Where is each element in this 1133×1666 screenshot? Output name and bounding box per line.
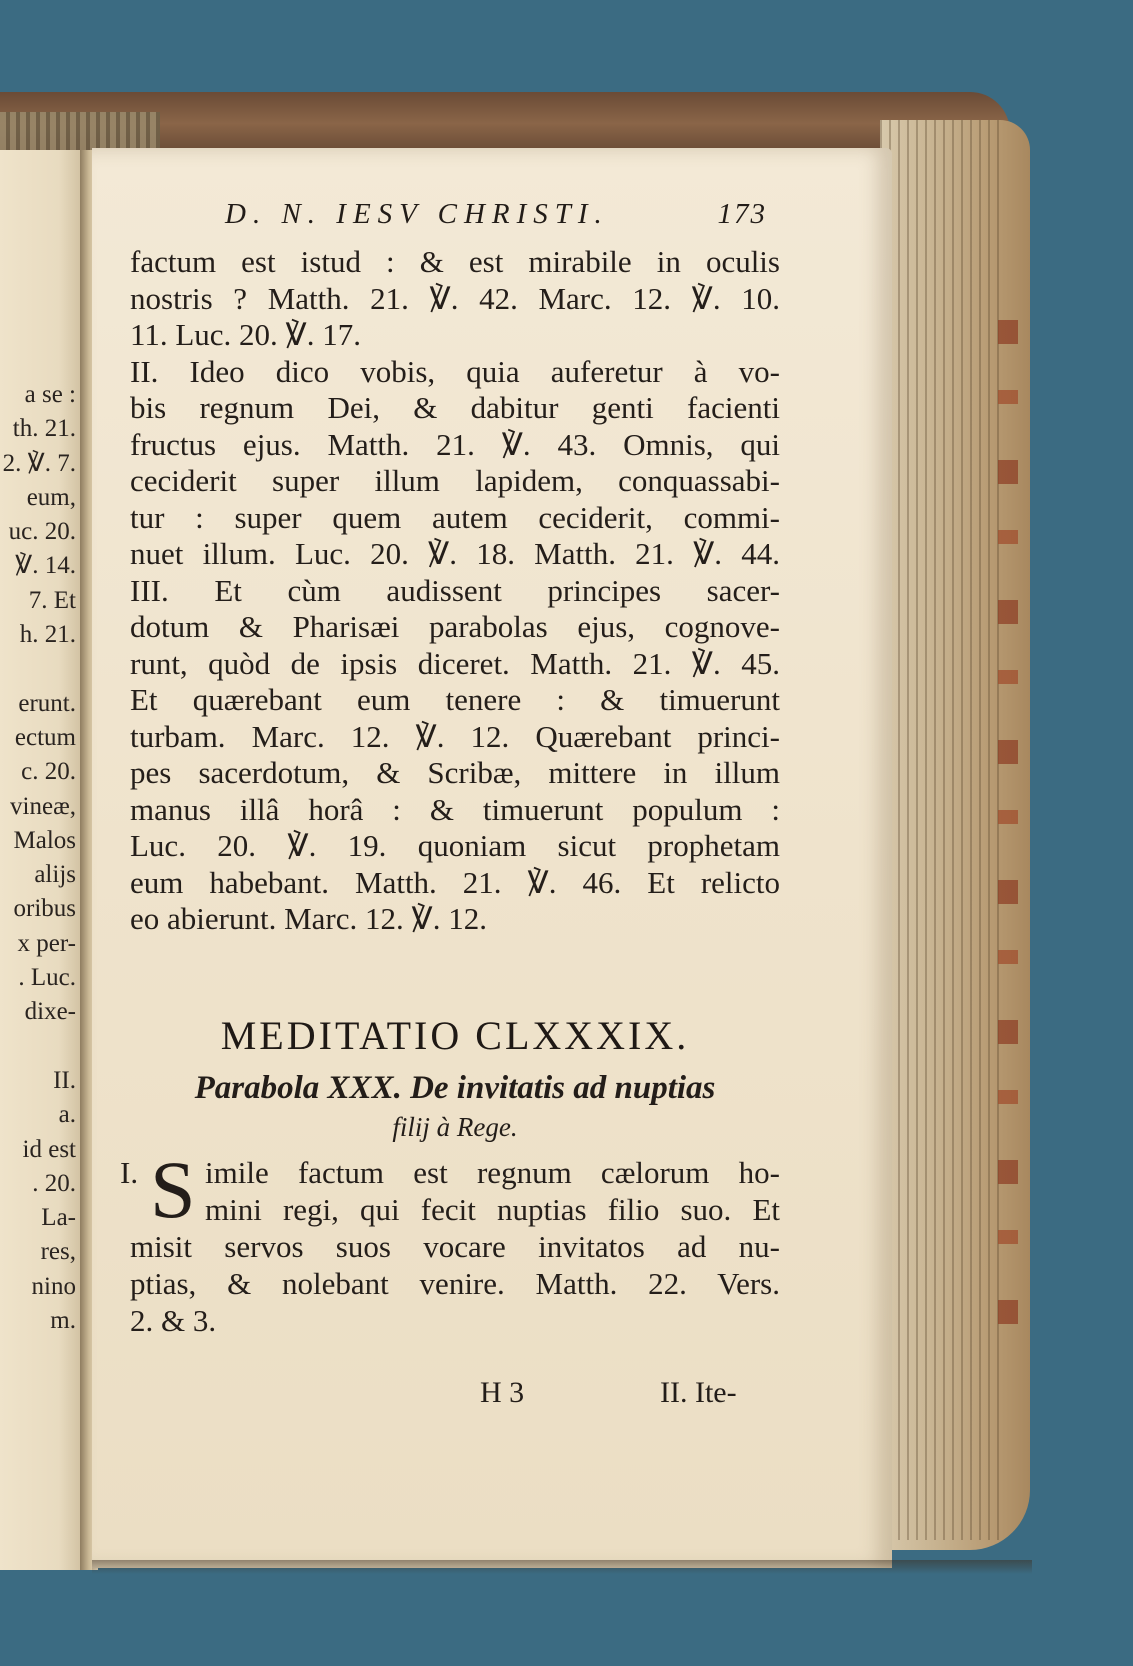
left-page-fragment: II. bbox=[53, 1066, 76, 1094]
body-line: fructus ejus. Matth. 21. ℣. 43. Omnis, qui bbox=[130, 426, 780, 462]
catchword: II. Ite- bbox=[660, 1376, 737, 1409]
meditation-subtitle-line1: Parabola XXX. De invitatis ad nuptias bbox=[194, 1070, 716, 1106]
left-page-fragment bbox=[0, 652, 84, 686]
left-page-fragment: La- bbox=[41, 1204, 76, 1232]
body-line: III. Et cùm audissent principes sacer- bbox=[130, 572, 780, 608]
left-page-fragment: c. 20. bbox=[21, 758, 76, 786]
left-page-fragment: vineæ, bbox=[10, 792, 76, 820]
left-page-fragment: m. bbox=[50, 1307, 76, 1335]
section-line: misit servos suos vocare invitatos ad nu- bbox=[130, 1229, 780, 1264]
left-page-fragment: a. bbox=[58, 1101, 76, 1129]
red-edge-marks bbox=[998, 320, 1018, 1370]
left-page-fragment: 7. Et bbox=[28, 586, 76, 614]
body-line: turbam. Marc. 12. ℣. 12. Quærebant princi- bbox=[130, 718, 780, 754]
left-page-fragment: uc. 20. bbox=[8, 518, 76, 546]
left-page-fragment: Malos bbox=[13, 826, 76, 854]
section-line: 2. & 3. bbox=[130, 1303, 217, 1338]
left-page-fragment: . Luc. bbox=[18, 964, 76, 992]
left-page-fragment: 2. ℣. 7. bbox=[2, 449, 76, 477]
spine-band bbox=[0, 112, 160, 152]
body-line: dotum & Pharisæi parabolas ejus, cognove- bbox=[130, 609, 780, 644]
left-page-fragment: res, bbox=[40, 1238, 76, 1266]
running-head bbox=[225, 198, 785, 238]
body-line: Et quærebant eum tenere : & timuerunt bbox=[130, 682, 780, 717]
left-page-fragment: ℣. 14. bbox=[15, 552, 76, 580]
meditation-subtitle-line2: filij à Rege. bbox=[392, 1112, 518, 1142]
body-line: bis regnum Dei, & dabitur genti facienti bbox=[130, 390, 780, 425]
left-page-fragment bbox=[0, 1030, 84, 1064]
body-line: 11. Luc. 20. ℣. 17. bbox=[130, 317, 362, 352]
body-line: ceciderit super illum lapidem, conquassabi- bbox=[130, 463, 780, 498]
left-page-fragment: id est bbox=[22, 1135, 76, 1163]
left-page-fragment: . 20. bbox=[32, 1169, 76, 1197]
left-page-fragment: th. 21. bbox=[12, 415, 76, 443]
meditation-title: MEDITATIO CLXXXIX. bbox=[220, 1013, 690, 1058]
page-number: 173 bbox=[717, 198, 767, 230]
body-line: nuet illum. Luc. 20. ℣. 18. Matth. 21. ℣. 44. bbox=[130, 536, 780, 571]
left-page-fragment: dixe- bbox=[24, 998, 76, 1026]
left-page-fragment: x per- bbox=[17, 929, 76, 957]
left-page-fragment: oribus bbox=[13, 895, 76, 923]
body-line: tur : super quem autem ceciderit, commi- bbox=[130, 499, 780, 535]
body-line: nostris ? Matth. 21. ℣. 42. Marc. 12. ℣. 10. bbox=[130, 280, 780, 316]
body-line: II. Ideo dico vobis, quia auferetur à vo- bbox=[130, 353, 780, 389]
left-page-fragments bbox=[0, 378, 84, 1338]
left-page-fragment: ectum bbox=[14, 723, 76, 751]
running-head-title: D. N. IESV CHRISTI. bbox=[225, 198, 609, 230]
body-line: runt, quòd de ipsis diceret. Matth. 21. ℣. 45. bbox=[130, 645, 780, 681]
body-line: Luc. 20. ℣. 19. quoniam sicut prophetam bbox=[130, 828, 780, 863]
page-edge-lines bbox=[880, 120, 1000, 1540]
section-one-numeral: I. bbox=[120, 1155, 139, 1190]
body-line: pes sacerdotum, & Scribæ, mittere in illum bbox=[130, 755, 780, 790]
left-page-fragment: eum, bbox=[26, 483, 76, 511]
section-line: ptias, & nolebant venire. Matth. 22. Vers. bbox=[130, 1266, 780, 1301]
page-bottom-shadow bbox=[92, 1560, 1032, 1574]
left-page-fragment: a se : bbox=[24, 381, 76, 408]
left-page-fragment: erunt. bbox=[18, 689, 76, 717]
section-line: mini regi, qui fecit nuptias filio suo. Et bbox=[205, 1192, 780, 1227]
left-page-fragment: nino bbox=[31, 1272, 76, 1300]
drop-cap: S bbox=[150, 1144, 196, 1235]
body-line: eum habebant. Matth. 21. ℣. 46. Et relicto bbox=[130, 864, 780, 900]
body-line: factum est istud : & est mirabile in oculis bbox=[130, 244, 780, 279]
section-line: imile factum est regnum cælorum ho- bbox=[205, 1155, 780, 1190]
body-line: manus illâ horâ : & timuerunt populum : bbox=[130, 791, 780, 827]
body-line: eo abierunt. Marc. 12. ℣. 12. bbox=[130, 901, 487, 936]
left-page-fragment: alijs bbox=[34, 861, 76, 889]
left-page-fragment: h. 21. bbox=[19, 621, 76, 649]
left-facing-page bbox=[0, 150, 84, 1570]
signature-mark: H 3 bbox=[480, 1376, 525, 1409]
